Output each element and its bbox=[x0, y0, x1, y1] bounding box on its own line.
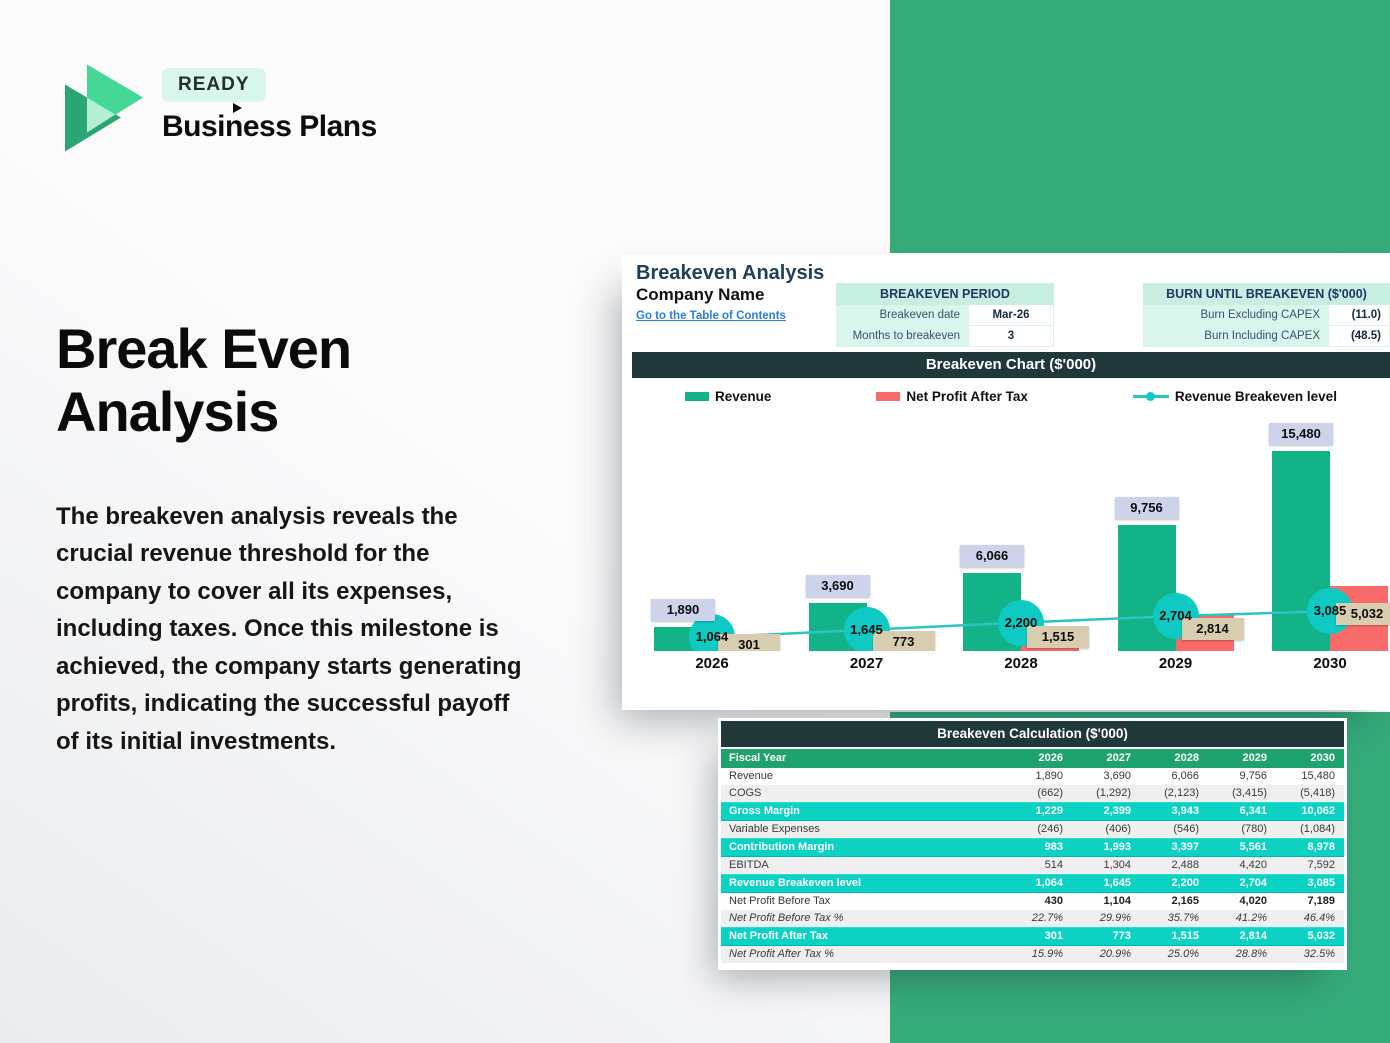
calc-cell-value: 3,397 bbox=[1171, 841, 1199, 853]
revenue-data-label: 3,690 bbox=[806, 575, 870, 597]
page-title-line2: Analysis bbox=[56, 379, 279, 443]
calc-table-row bbox=[721, 785, 1344, 803]
calc-cell-value: 2,399 bbox=[1103, 805, 1131, 817]
period-table-header: BREAKEVEN PERIOD bbox=[836, 283, 1054, 305]
revenue-data-label: 1,890 bbox=[651, 599, 715, 621]
period-row bbox=[836, 305, 1054, 326]
period-value: 3 bbox=[968, 326, 1054, 347]
net-profit-data-label: 2,814 bbox=[1182, 618, 1244, 640]
calc-cell-value: 3,690 bbox=[1103, 770, 1131, 782]
legend-bar-swatch-icon bbox=[685, 392, 709, 401]
calc-cell-value: 2,814 bbox=[1239, 930, 1267, 942]
burn-until-breakeven-table bbox=[1143, 283, 1390, 347]
period-table-rows bbox=[836, 305, 1054, 347]
calc-row-label: Revenue bbox=[729, 770, 774, 782]
period-label: Months to breakeven bbox=[836, 326, 968, 347]
calc-row-label: Gross Margin bbox=[729, 805, 800, 817]
calc-cell-value: 10,062 bbox=[1301, 805, 1335, 817]
chart-legend bbox=[632, 385, 1390, 407]
calc-cell-value: 25.0% bbox=[1167, 948, 1199, 960]
calc-cell-value: 983 bbox=[1044, 841, 1063, 853]
burn-table-header: BURN UNTIL BREAKEVEN ($'000) bbox=[1143, 283, 1390, 305]
calc-cell-value: 1,890 bbox=[1035, 770, 1063, 782]
calc-cell-value: (5,418) bbox=[1300, 787, 1335, 799]
calc-cell-value: 7,189 bbox=[1307, 895, 1335, 907]
net-profit-data-label: 5,032 bbox=[1336, 603, 1390, 625]
calc-cell-value: (662) bbox=[1037, 787, 1063, 799]
calc-cell-value: 1,993 bbox=[1103, 841, 1131, 853]
revenue-data-label: 6,066 bbox=[960, 545, 1024, 567]
calc-row-label: Net Profit Before Tax bbox=[729, 895, 831, 907]
burn-label: Burn Including CAPEX bbox=[1143, 326, 1328, 347]
net-profit-data-label: 773 bbox=[873, 631, 935, 651]
calc-row-label: Contribution Margin bbox=[729, 841, 835, 853]
calc-cell-value: 5,561 bbox=[1239, 841, 1267, 853]
calc-cell-value: 2,200 bbox=[1171, 877, 1199, 889]
period-row bbox=[836, 326, 1054, 347]
table-of-contents-link[interactable]: Go to the Table of Contents bbox=[636, 310, 786, 322]
calc-cell-value: 7,592 bbox=[1307, 859, 1335, 871]
page-title-line1: Break Even bbox=[56, 317, 352, 380]
play-triangle-icon bbox=[233, 103, 242, 113]
x-axis-label: 2029 bbox=[1158, 655, 1193, 672]
legend-label: Revenue Breakeven level bbox=[1174, 388, 1337, 404]
calc-cell-value: 2,488 bbox=[1171, 859, 1199, 871]
breakeven-data-label: 2,704 bbox=[1159, 608, 1192, 624]
calc-cell-value: 6,341 bbox=[1239, 805, 1267, 817]
calc-cell-value: 8,978 bbox=[1307, 841, 1335, 853]
calc-cell-value: 6,066 bbox=[1171, 770, 1199, 782]
revenue-data-label: 15,480 bbox=[1269, 423, 1333, 445]
calc-column-header: 2028 bbox=[1174, 752, 1199, 764]
calc-cell-value: 5,032 bbox=[1307, 930, 1335, 942]
breakeven-data-label: 1,064 bbox=[695, 629, 729, 645]
calc-row-label: Net Profit Before Tax % bbox=[729, 912, 844, 924]
calc-table-row bbox=[721, 839, 1344, 857]
breakeven-period-table bbox=[836, 283, 1054, 347]
brand-name bbox=[162, 110, 377, 144]
calc-table-row bbox=[721, 875, 1344, 893]
burn-value: (11.0) bbox=[1328, 305, 1390, 326]
chart-plot-area bbox=[622, 405, 1390, 651]
calc-cell-value: 20.9% bbox=[1099, 948, 1131, 960]
calc-cell-value: 22.7% bbox=[1031, 912, 1063, 924]
calc-table-row bbox=[721, 803, 1344, 821]
calc-row-label: Net Profit After Tax bbox=[729, 930, 829, 942]
calc-cell-value: (2,123) bbox=[1164, 787, 1199, 799]
calc-cell-value: (3,415) bbox=[1232, 787, 1267, 799]
calc-column-header: 2029 bbox=[1242, 752, 1267, 764]
calc-cell-value: 514 bbox=[1044, 859, 1063, 871]
burn-label: Burn Excluding CAPEX bbox=[1143, 305, 1328, 326]
brand-text bbox=[162, 68, 377, 144]
calc-cell-value: 1,229 bbox=[1035, 805, 1063, 817]
calc-cell-value: 301 bbox=[1044, 930, 1063, 942]
calc-title-bar: Breakeven Calculation ($'000) bbox=[721, 721, 1344, 747]
calc-column-header: 2030 bbox=[1310, 752, 1335, 764]
x-axis-label: 2030 bbox=[1313, 655, 1347, 672]
legend-item-revenue-breakeven-level bbox=[1133, 389, 1337, 404]
brand-header bbox=[57, 52, 477, 162]
calc-cell-value: 9,756 bbox=[1239, 770, 1267, 782]
x-axis-label: 2026 bbox=[695, 655, 729, 672]
calc-column-header: 2026 bbox=[1038, 752, 1063, 764]
calc-table-row bbox=[721, 946, 1344, 964]
calc-cell-value: 32.5% bbox=[1303, 948, 1335, 960]
calc-row-label: Revenue Breakeven level bbox=[729, 877, 862, 889]
calc-cell-value: 430 bbox=[1044, 895, 1063, 907]
revenue-data-label: 9,756 bbox=[1115, 497, 1179, 519]
intro-paragraph: The breakeven analysis reveals the crucial revenue threshold for the company to cover all its expenses, including taxes. Once this milestone is achieved, the company starts generating profits, indicating the successful payoff of its initial investments. bbox=[56, 503, 522, 755]
calc-cell-value: 41.2% bbox=[1235, 912, 1267, 924]
brand-name-label: Business Plans bbox=[162, 110, 377, 143]
calc-row-label: EBITDA bbox=[729, 859, 769, 871]
calc-cell-value: 3,943 bbox=[1171, 805, 1199, 817]
calc-table-row bbox=[721, 857, 1344, 875]
breakeven-calculation-table bbox=[721, 749, 1344, 963]
chart-title-bar: Breakeven Chart ($'000) bbox=[632, 352, 1390, 378]
legend-item-revenue bbox=[685, 389, 771, 404]
period-value: Mar-26 bbox=[968, 305, 1054, 326]
calc-cell-value: (406) bbox=[1105, 823, 1131, 835]
burn-row bbox=[1143, 305, 1390, 326]
breakeven-calculation-panel bbox=[718, 718, 1347, 970]
calc-cell-value: 1,104 bbox=[1103, 895, 1131, 907]
burn-value: (48.5) bbox=[1328, 326, 1390, 347]
calc-cell-value: 15.9% bbox=[1031, 948, 1063, 960]
calc-cell-value: (546) bbox=[1173, 823, 1199, 835]
calc-cell-value: 1,645 bbox=[1103, 877, 1131, 889]
ready-badge: READY bbox=[162, 68, 266, 102]
calc-cell-value: 46.4% bbox=[1303, 912, 1335, 924]
calc-cell-value: 3,085 bbox=[1307, 877, 1335, 889]
calc-table-row bbox=[721, 928, 1344, 946]
calc-cell-value: 35.7% bbox=[1167, 912, 1199, 924]
calc-table-row bbox=[721, 893, 1344, 911]
calc-cell-value: 28.8% bbox=[1235, 948, 1267, 960]
green-backdrop-top bbox=[890, 0, 1390, 253]
calc-cell-value: 1,304 bbox=[1103, 859, 1131, 871]
period-label: Breakeven date bbox=[836, 305, 968, 326]
calc-cell-value: 773 bbox=[1112, 930, 1131, 942]
calc-table-header-row bbox=[721, 749, 1344, 768]
calc-table-row bbox=[721, 910, 1344, 928]
burn-table-rows bbox=[1143, 305, 1390, 347]
calc-cell-value: 4,020 bbox=[1239, 895, 1267, 907]
brand-logo-icon bbox=[57, 52, 157, 157]
chart-x-axis bbox=[622, 655, 1390, 685]
calc-cell-value: 15,480 bbox=[1301, 770, 1335, 782]
calc-table-row bbox=[721, 768, 1344, 785]
x-axis-label: 2027 bbox=[849, 655, 884, 672]
breakeven-data-label: 3,085 bbox=[1313, 603, 1347, 619]
calc-row-label: COGS bbox=[729, 787, 762, 799]
calc-cell-value: 4,420 bbox=[1239, 859, 1267, 871]
legend-label: Revenue bbox=[715, 388, 772, 404]
calc-cell-value: 1,064 bbox=[1035, 877, 1063, 889]
page-title bbox=[56, 318, 576, 443]
calc-cell-value: (1,084) bbox=[1300, 823, 1335, 835]
calc-table-row bbox=[721, 821, 1344, 839]
sheet-title: Breakeven Analysis bbox=[636, 262, 825, 284]
calc-cell-value: 1,515 bbox=[1171, 930, 1199, 942]
company-name: Company Name bbox=[636, 285, 765, 304]
breakeven-sheet-panel bbox=[622, 255, 1390, 710]
calc-column-header: Fiscal Year bbox=[729, 752, 787, 764]
legend-label: Net Profit After Tax bbox=[906, 388, 1028, 404]
calc-cell-value: 29.9% bbox=[1099, 912, 1131, 924]
burn-row bbox=[1143, 326, 1390, 347]
calc-cell-value: (1,292) bbox=[1096, 787, 1131, 799]
legend-bar-swatch-icon bbox=[876, 392, 900, 401]
calc-row-label: Variable Expenses bbox=[729, 823, 820, 835]
net-profit-data-label: 301 bbox=[718, 634, 780, 651]
calc-cell-value: 2,704 bbox=[1239, 877, 1267, 889]
legend-item-net-profit-after-tax bbox=[876, 389, 1028, 404]
calc-cell-value: (780) bbox=[1241, 823, 1267, 835]
legend-line-swatch-icon bbox=[1133, 392, 1169, 401]
net-profit-data-label: 1,515 bbox=[1027, 626, 1089, 648]
breakeven-data-label: 2,200 bbox=[1004, 614, 1038, 630]
breakeven-data-label: 1,645 bbox=[850, 621, 883, 637]
calc-column-header: 2027 bbox=[1106, 752, 1131, 764]
calc-row-label: Net Profit After Tax % bbox=[729, 948, 834, 960]
calc-cell-value: (246) bbox=[1037, 823, 1063, 835]
calc-cell-value: 2,165 bbox=[1171, 895, 1199, 907]
x-axis-label: 2028 bbox=[1004, 655, 1038, 672]
